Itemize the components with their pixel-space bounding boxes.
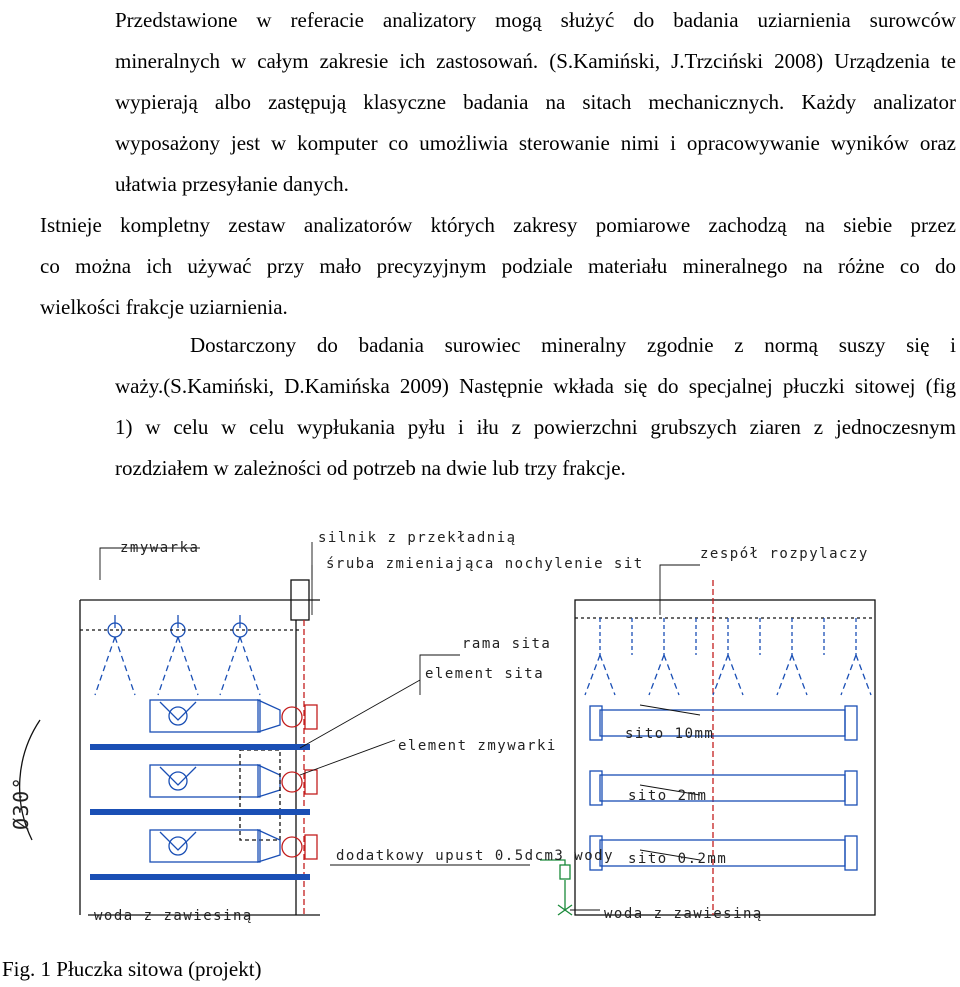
spray-heads <box>80 615 300 695</box>
label-angle: Ø30° <box>9 775 33 830</box>
label-zespol: zespół rozpylaczy <box>700 546 869 562</box>
text-line: wyposażony jest w komputer co umożliwia sterowanie nimi i opracowywanie wyników oraz <box>115 131 956 155</box>
label-sruba: śruba zmieniająca nochylenie sit <box>326 556 644 572</box>
label-element-sita: element sita <box>425 666 545 682</box>
left-view <box>20 580 320 915</box>
label-sito-2mm: sito 2mm <box>628 788 708 804</box>
label-element-zmywarki: element zmywarki <box>398 738 557 754</box>
text-line: wielkości frakcje uziarnienia. <box>40 295 288 319</box>
text-line: co można ich używać przy mało precyzyjnym podziale materiału mineralnego na różne co do <box>40 254 956 278</box>
text-line: wypierają albo zastępują klasyczne badania na sitach mechanicznych. Każdy analizator <box>115 90 956 114</box>
label-zmywarka: zmywarka <box>120 540 200 556</box>
paragraph-3 <box>40 325 956 489</box>
tier-2 <box>150 750 317 840</box>
sieve-washer-diagram <box>0 520 960 940</box>
paragraph-2 <box>40 205 956 328</box>
text-line: ułatwia przesyłanie danych. <box>115 172 349 196</box>
label-rama-sita: rama sita <box>462 636 552 652</box>
label-woda-left: woda z zawiesiną <box>94 908 253 924</box>
text-line: Dostarczony do badania surowiec mineralny zgodnie z normą suszy się i <box>190 333 956 357</box>
text-line: 1) w celu w celu wypłukania pyłu i iłu z powierzchni grubszych ziaren z jednoczesnym <box>115 415 956 439</box>
tier-1 <box>150 700 317 732</box>
label-woda-right: woda z zawiesiną <box>604 906 763 922</box>
tier-3 <box>150 830 317 862</box>
figure-caption: Fig. 1 Płuczka sitowa (projekt) <box>2 957 262 981</box>
label-upust: dodatkowy upust 0.5dcm3 wody <box>336 848 615 864</box>
text-line: rozdziałem w zależności od potrzeb na dwie lub trzy frakcje. <box>115 456 626 480</box>
text-line: Przedstawione w referacie analizatory mogą służyć do badania uziarnienia surowców <box>115 8 956 32</box>
right-spray-heads <box>585 618 871 695</box>
label-silnik: silnik z przekładnią <box>318 530 517 546</box>
text-line: mineralnych w całym zakresie ich zastosowań. (S.Kamiński, J.Trzciński 2008) Urządzenia te <box>115 49 956 73</box>
label-sito-10mm: sito 10mm <box>625 726 715 742</box>
paragraph-1 <box>40 0 956 205</box>
label-sito-0-2mm: sito 0.2mm <box>628 851 728 867</box>
text-line: Istnieje kompletny zestaw analizatorów których zakresy pomiarowe zachodzą na siebie przez <box>40 213 956 237</box>
text-line: waży.(S.Kamiński, D.Kamińska 2009) Następnie wkłada się do specjalnej płuczki sitowej (fig <box>115 374 956 398</box>
